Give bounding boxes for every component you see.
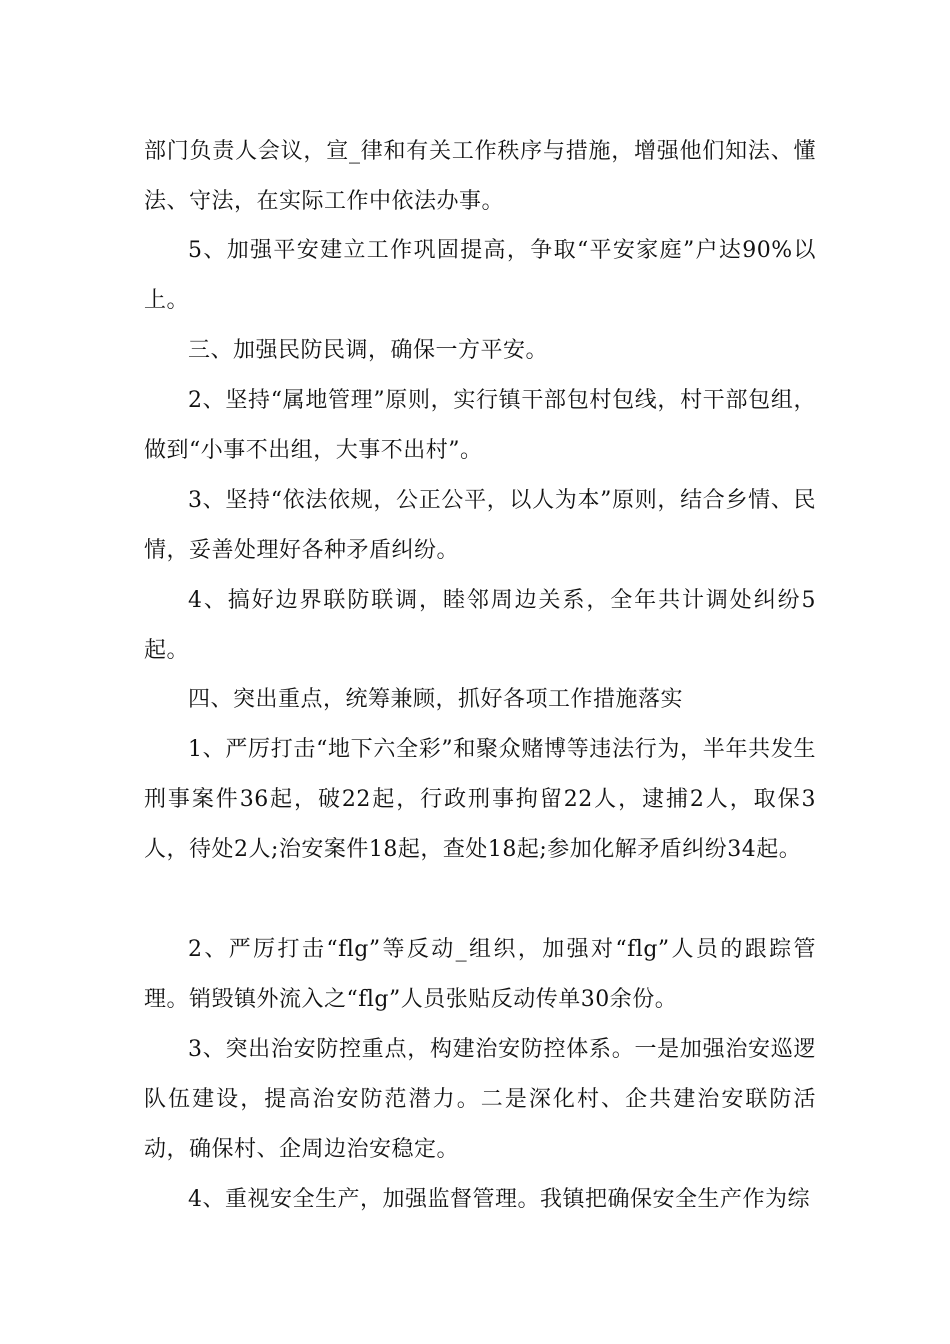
paragraph-8: 1、严厉打击“地下六全彩”和聚众赌博等违法行为，半年共发生刑事案件36起，破22起，行政刑事拘留22人，逮捕2人，取保3人，待处2人;治安案件18起，查处18起;参加化解矛盾纠纷34起。 <box>144 737 816 862</box>
paragraph-11: 4、重视安全生产，加强监督管理。我镇把确保安全生产作为综 <box>188 1187 810 1212</box>
paragraph-4: 2、坚持“属地管理”原则，实行镇干部包村包线，村干部包组，做到“小事不出组，大事不出村”。 <box>144 388 816 463</box>
paragraph-5: 3、坚持“依法依规，公正公平，以人为本”原则，结合乡情、民情，妥善处理好各种矛盾纠纷。 <box>144 488 816 563</box>
paragraph-2: 5、加强平安建立工作巩固提高，争取“平安家庭”户达90%以上。 <box>144 238 816 313</box>
paragraph-10: 3、突出治安防控重点，构建治安防控体系。一是加强治安巡逻队伍建设，提高治安防范潜力。二是深化村、企共建治安联防活动，确保村、企周边治安稳定。 <box>144 1037 816 1162</box>
paragraph-1: 部门负责人会议，宣_律和有关工作秩序与措施，增强他们知法、懂法、守法，在实际工作中依法办事。 <box>144 139 816 214</box>
paragraph-3: 三、加强民防民调，确保一方平安。 <box>188 338 549 363</box>
paragraph-6: 4、搞好边界联防联调，睦邻周边关系，全年共计调处纠纷5起。 <box>144 588 816 663</box>
paragraph-7: 四、突出重点，统筹兼顾，抓好各项工作措施落实 <box>188 687 684 712</box>
paragraph-9: 2、严厉打击“flg”等反动_组织，加强对“flg”人员的跟踪管理。销毁镇外流入之“flg”人员张贴反动传单30余份。 <box>144 937 816 1012</box>
